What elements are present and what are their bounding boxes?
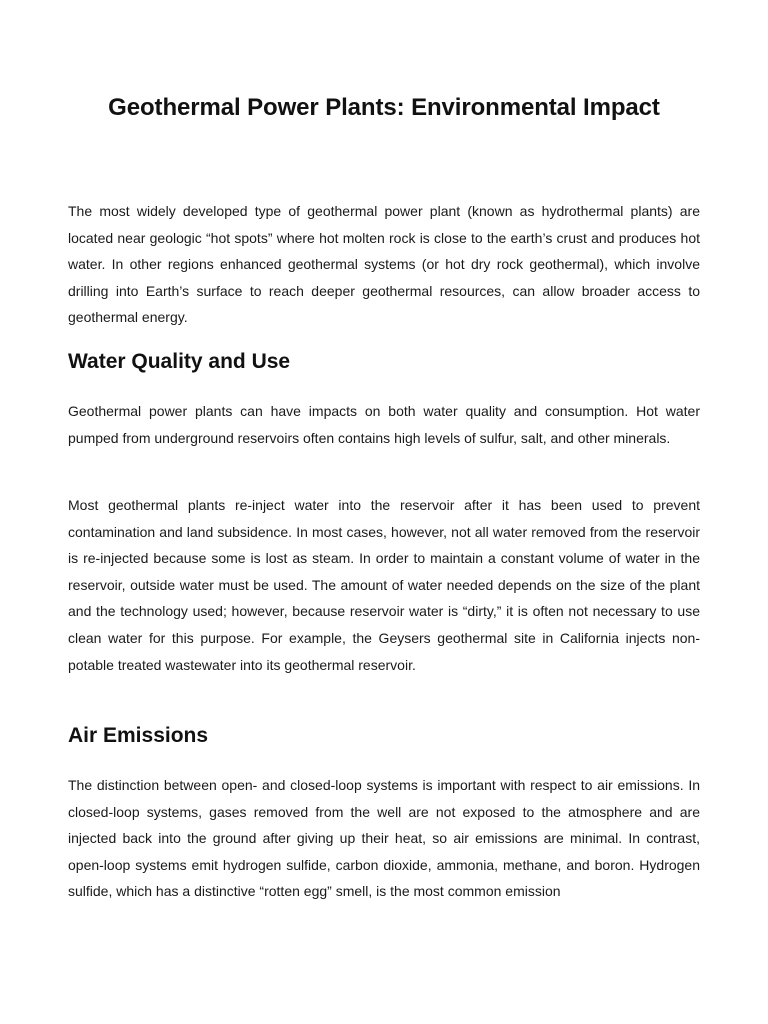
water-paragraph-2-block bbox=[68, 492, 700, 678]
water-paragraph-2: Most geothermal plants re-inject water into the reservoir after it has been used to prevent contamination and land subsidence. In most cases, however, not all water removed from the reservoir is re-injected because some is lost as steam. In order to maintain a constant volume of water in the reservoir, outside water must be used. The amount of water needed depends on the size of the plant and the technology used; however, because reservoir water is “dirty,” it is often not necessary to use clean water for this purpose. For example, the Geysers geothermal site in California injects non-potable treated wastewater into its geothermal reservoir. bbox=[68, 497, 700, 673]
section-heading-air-emissions: Air Emissions bbox=[68, 724, 209, 747]
water-paragraph-1-block bbox=[68, 398, 700, 451]
water-paragraph-1: Geothermal power plants can have impacts on both water quality and consumption. Hot water pumped from underground reservoirs often contains high levels of sulfur, salt, and other minerals. bbox=[68, 403, 700, 446]
intro-paragraph: The most widely developed type of geothermal power plant (known as hydrothermal plants) are located near geologic “hot spots” where hot molten rock is close to the earth’s crust and produces hot water. In other regions enhanced geothermal systems (or hot dry rock geothermal), which involve drilling into Earth’s surface to reach deeper geothermal resources, can allow broader access to geothermal energy. bbox=[68, 203, 700, 326]
intro-paragraph-block bbox=[68, 198, 700, 331]
air-paragraph-1: The distinction between open- and closed-loop systems is important with respect to air emissions. In closed-loop systems, gases removed from the well are not exposed to the atmosphere and are injected back into the ground after giving up their heat, so air emissions are minimal. In contrast, open-loop systems emit hydrogen sulfide, carbon dioxide, ammonia, methane, and boron. Hydrogen sulfide, which has a distinctive “rotten egg” smell, is the most common emission bbox=[68, 777, 700, 900]
document-title: Geothermal Power Plants: Environmental Impact bbox=[108, 94, 660, 121]
section-heading-water-quality: Water Quality and Use bbox=[68, 350, 291, 373]
air-paragraph-1-block bbox=[68, 772, 700, 905]
